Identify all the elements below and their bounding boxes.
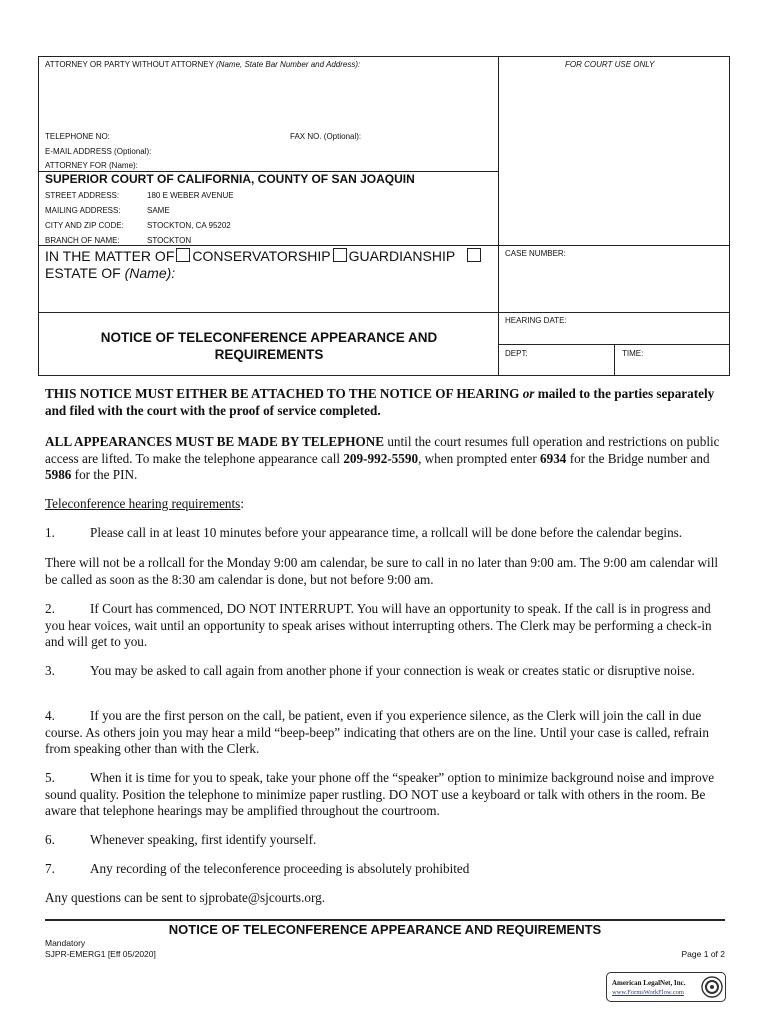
notice-or: or	[522, 386, 535, 401]
footer-rule	[45, 919, 725, 921]
footer-title: NOTICE OF TELECONFERENCE APPEARANCE AND REQUIREMENTS	[168, 922, 602, 937]
case-number-label: CASE NUMBER:	[505, 249, 566, 258]
branch-value: STOCKTON	[147, 236, 192, 245]
page-number: Page 1 of 2	[681, 949, 725, 959]
conservatorship-label: CONSERVATORSHIP	[192, 248, 331, 264]
guardianship-checkbox[interactable]	[333, 248, 347, 262]
estate-line	[45, 265, 175, 281]
item-number: 4.	[45, 708, 55, 723]
matter-line	[45, 248, 483, 264]
fax-label: FAX NO. (Optional):	[290, 132, 362, 141]
notice-bold2: mailed to the parties separately and filed with the court with the proof of service completed.	[45, 386, 715, 418]
item-text: If you are the first person on the call, be patient, even if you experience silence, as the Clerk will join the call in due course. As others join you may hear a mild “beep-beep” indicating that others are on the line. Until your case is called, refrain from speaking other than with the Clerk.	[45, 708, 709, 756]
mailing-value: SAME	[147, 206, 170, 215]
list-item	[45, 663, 725, 680]
vendor-badge	[606, 972, 726, 1002]
court-use-label: FOR COURT USE ONLY	[565, 60, 655, 69]
estate-hint: (Name):	[124, 265, 176, 281]
appear-text-4: for the PIN.	[74, 467, 138, 482]
item-text: Any recording of the teleconference proceeding is absolutely prohibited	[90, 861, 470, 876]
requirements-heading	[45, 496, 725, 513]
conservatorship-checkbox[interactable]	[176, 248, 190, 262]
bridge-phone: 209-992-5590	[343, 450, 419, 466]
form-id: SJPR-EMERG1 [Eff 05/2020]	[45, 949, 156, 959]
list-item	[45, 770, 725, 820]
appear-text-3: for the Bridge number and	[569, 450, 710, 466]
list-item	[45, 525, 725, 542]
dept-label: DEPT:	[505, 349, 528, 358]
attorney-hint: (Name, State Bar Number and Address):	[216, 60, 361, 69]
list-item	[45, 832, 725, 849]
appear-text-2: , when prompted enter	[418, 450, 537, 466]
item-number: 1.	[45, 525, 55, 540]
attorney-label-text: ATTORNEY OR PARTY WITHOUT ATTORNEY	[45, 60, 214, 69]
city-value: STOCKTON, CA 95202	[147, 221, 231, 230]
item-text: Whenever speaking, first identify yourself.	[90, 832, 317, 847]
list-item	[45, 861, 725, 878]
extra-checkbox[interactable]	[467, 248, 481, 262]
hearing-date-label: HEARING DATE:	[505, 316, 567, 325]
street-label: STREET ADDRESS:	[45, 191, 120, 200]
item-number: 3.	[45, 663, 55, 678]
form-title-line1: NOTICE OF TELECONFERENCE APPEARANCE AND	[100, 330, 438, 345]
email-label: E-MAIL ADDRESS (Optional):	[45, 147, 152, 156]
vendor-logo-icon	[701, 976, 723, 998]
mailing-label: MAILING ADDRESS:	[45, 206, 121, 215]
item-number: 5.	[45, 770, 55, 785]
court-name: SUPERIOR COURT OF CALIFORNIA, COUNTY OF SAN JOAQUIN	[45, 172, 415, 186]
mandatory-label: Mandatory	[45, 938, 86, 948]
list-item	[45, 601, 725, 651]
questions-line: Any questions can be sent to sjprobate@sjcourts.org.	[45, 890, 326, 905]
rollcall-note: There will not be a rollcall for the Monday 9:00 am calendar, be sure to call in no later than 9:00 am. The 9:00 am calendar will be called as soon as the 8:30 am calendar is done, but not before 9:00 am.	[45, 555, 719, 587]
city-label: CITY AND ZIP CODE:	[45, 221, 124, 230]
form-title-line2: REQUIREMENTS	[214, 347, 324, 362]
item-text: Please call in at least 10 minutes before your appearance time, a rollcall will be done before the calendar begins.	[90, 525, 683, 540]
vendor-name: American LegalNet, Inc.	[612, 979, 686, 987]
appearance-paragraph	[45, 434, 725, 484]
form-title	[40, 329, 498, 363]
notice-paragraph	[45, 386, 725, 419]
item-text: If Court has commenced, DO NOT INTERRUPT. You will have an opportunity to speak. If the call is in progress and you hear voices, wait until an opportunity to speak arises without interrupting others. The Clerk may be performing a check-in and will get to you.	[45, 601, 712, 649]
attorney-for-label: ATTORNEY FOR (Name):	[45, 161, 138, 170]
time-label: TIME:	[622, 349, 644, 358]
item-number: 2.	[45, 601, 55, 616]
item-text: When it is time for you to speak, take your phone off the “speaker” option to minimize background noise and improve sound quality. Position the telephone to minimize paper rustling. DO NOT use a keyboard or talk with others in the room. Be aware that telephone hearings may be amplified throughout the courtroom.	[45, 770, 715, 818]
street-value: 180 E WEBER AVENUE	[147, 191, 234, 200]
list-item	[45, 708, 725, 758]
branch-label: BRANCH OF NAME:	[45, 236, 120, 245]
appear-bold: ALL APPEARANCES MUST BE MADE BY TELEPHONE	[45, 434, 385, 449]
notice-bold: THIS NOTICE MUST EITHER BE ATTACHED TO THE NOTICE OF HEARING	[45, 386, 520, 401]
guardianship-label: GUARDIANSHIP	[348, 248, 455, 264]
bridge-code: 6934	[540, 450, 567, 466]
item-number: 7.	[45, 861, 55, 876]
item-number: 6.	[45, 832, 55, 847]
matter-prefix: IN THE MATTER OF	[45, 248, 175, 264]
bridge-pin: 5986	[45, 467, 72, 482]
attorney-label	[45, 60, 360, 69]
telephone-label: TELEPHONE NO:	[45, 132, 110, 141]
appear-text-1: until the court resumes full operation and restrictions on public access are lifted. To make the telephone appearance call	[45, 434, 720, 466]
estate-label: ESTATE OF	[45, 265, 121, 281]
requirements-colon: :	[240, 496, 244, 511]
requirements-heading-text: Teleconference hearing requirements	[45, 496, 241, 511]
item-text: You may be asked to call again from another phone if your connection is weak or creates static or disruptive noise.	[90, 663, 695, 678]
vendor-url[interactable]: www.FormsWorkFlow.com	[612, 989, 684, 996]
